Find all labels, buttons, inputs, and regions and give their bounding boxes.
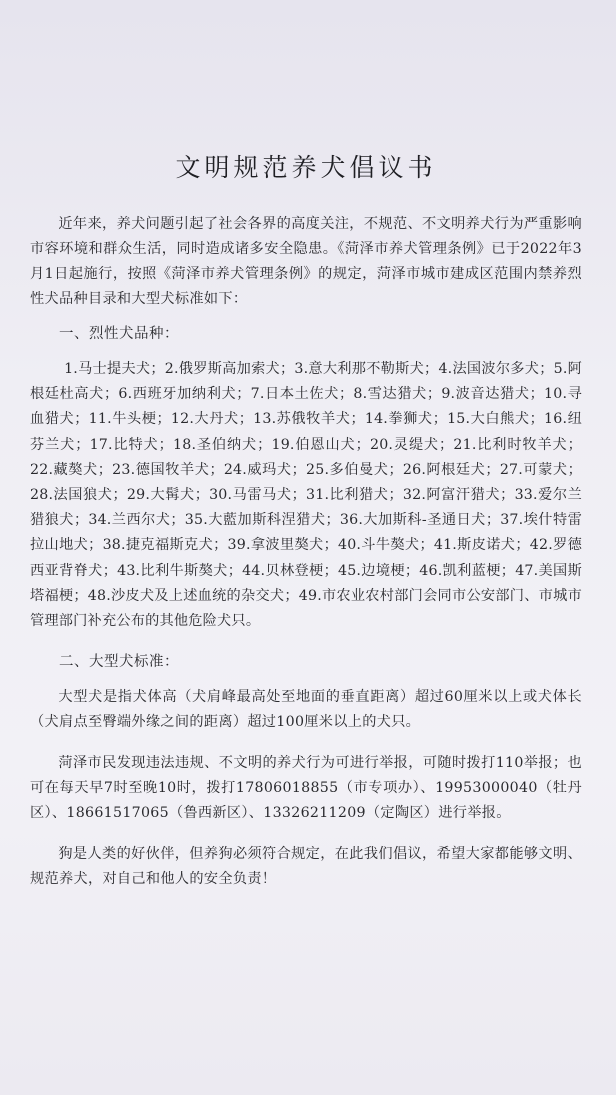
- section2-heading: 二、大型犬标准：: [59, 654, 179, 671]
- report-paragraph: 菏泽市民发现违法违规、不文明的养犬行为可进行举报，可随时拨打110举报；也可在每天早7时至晚10时，拨打17806018855（市专项办）、19953000040（牡丹区）、18661517065（鲁西新区）、13326211209（定陶区）进行举报。: [30, 755, 582, 822]
- intro-paragraph: 近年来，养犬问题引起了社会各界的高度关注，不规范、不文明养犬行为严重影响市容环境和群众生活，同时造成诸多安全隐患。《菏泽市养犬管理条例》已于2022年3月1日起施行，按照《菏泽市养犬管理条例》的规定，菏泽市城市建成区范围内禁养烈性犬品种目录和大型犬标准如下：: [30, 216, 582, 307]
- section1-heading: 一、烈性犬品种：: [59, 326, 179, 342]
- document-title: 文明规范养犬倡议书: [175, 153, 437, 182]
- breed-list: 1.马士提夫犬；2.俄罗斯高加索犬；3.意大利那不勒斯犬；4.法国波尔多犬；5.阿根廷杜高犬；6.西班牙加纳利犬；7.日本土佐犬；8.雪达猎犬；9.波音达猎犬；10.寻血猎犬；11.牛头梗；12.大丹犬；13.苏俄牧羊犬；14.拳狮犬；15.大白熊犬；16.纽芬兰犬；17.比特犬；18.圣伯纳犬；19.伯恩山犬；20.灵缇犬；21.比利时牧羊犬；22.藏獒犬；23.德国牧羊犬；24.威玛犬；25.多伯曼犬；26.阿根廷犬；27.可蒙犬；28.法国狼犬；29.大髯犬；30.马雷马犬；31.比利猎犬；32.阿富汗猎犬；33.爱尔兰猎狼犬；34.兰西尔犬；35.大藍加斯科涅猎犬；36.大加斯科-圣通日犬；37.埃什特雷拉山地犬；38.捷克福斯克犬；39.拿波里獒犬；40.斗牛獒犬；41.斯皮诺犬；42.罗德西亚背脊犬；43.比利牛斯獒犬；44.贝林登梗；45.边境梗；46.凯利蓝梗；47.美国斯塔福梗；48.沙皮犬及上述血统的杂交犬；49.市农业农村部门会同市公安部门、市城市管理部门补充公布的其他危险犬只。: [30, 361, 582, 630]
- closing-paragraph: 狗是人类的好伙伴，但养狗必须符合规定，在此我们倡议，希望大家都能够文明、规范养犬，对自己和他人的安全负责！: [30, 846, 582, 888]
- large-dog-standard: 大型犬是指犬体高（犬肩峰最高处至地面的垂直距离）超过60厘米以上或犬体长（犬肩点至臀端外缘之间的距离）超过100厘米以上的犬只。: [30, 689, 582, 731]
